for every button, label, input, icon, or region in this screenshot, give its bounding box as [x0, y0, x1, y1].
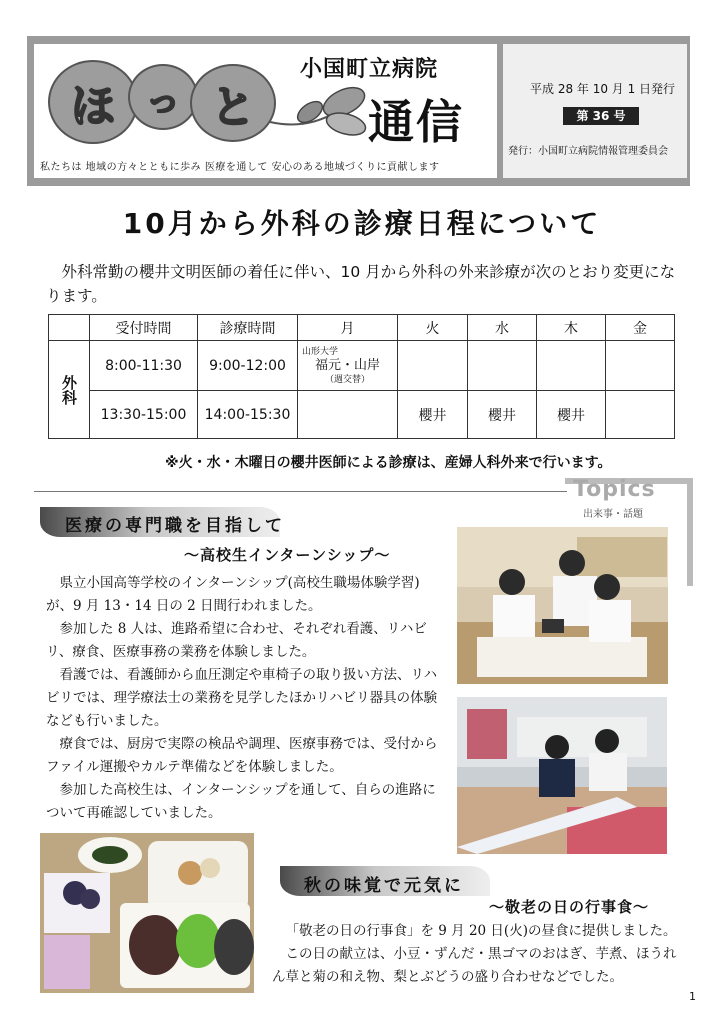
- publisher: 発行：小国町立病院情報管理委員会: [508, 146, 668, 157]
- tuesday-cell: 櫻井: [398, 391, 468, 439]
- internship-nursing-photo: [457, 527, 668, 684]
- paragraph: 看護では、看護師から血圧測定や車椅子の取り扱い方法、リハビリでは、理学療法士の業務を見学したほかリハビリ器具の体験なども行いました。: [46, 667, 438, 729]
- section-body: [46, 572, 446, 825]
- tagline: 私たちは 地域の方々とともに歩み 医療を通して 安心のある地域づくりに貢献します: [40, 162, 440, 173]
- logo-bubble-1: [48, 60, 138, 144]
- section-subtitle: ～高校生インターンシップ～: [184, 546, 391, 564]
- respect-for-aged-meal-photo: [40, 833, 254, 993]
- table-header-cell: 木: [537, 315, 606, 341]
- monday-doctors: 福元・山岸: [314, 357, 380, 373]
- section-body: [272, 920, 682, 989]
- table-header-cell: 月: [298, 315, 398, 341]
- hospital-name: 小国町立病院: [300, 57, 439, 82]
- table-row: [49, 341, 675, 391]
- topics-subtitle: 出来事・話題: [583, 509, 643, 520]
- divider: [34, 491, 567, 492]
- schedule-note: ※火・水・木曜日の櫻井医師による診療は、産婦人科外来で行います。: [165, 455, 612, 471]
- consult-time: 14:00-15:30: [198, 391, 298, 439]
- paragraph: 県立小国高等学校のインターンシップ(高校生職場体験学習)が、9 月 13・14 日の 2 日間行われました。: [46, 575, 420, 614]
- tuesday-cell: [398, 341, 468, 391]
- page-number: 1: [689, 990, 696, 1003]
- issue-date: 平成 28 年 10 月 1 日発行: [530, 82, 676, 96]
- schedule-table: [48, 314, 675, 439]
- table-header-cell: 水: [468, 315, 537, 341]
- monday-note-top: 山形大学: [302, 346, 339, 357]
- paragraph: 参加した 8 人は、進路希望に合わせ、それぞれ看護、リハビリ、療食、医療事務の業務を体験しました。: [46, 621, 427, 660]
- newsletter-title: 通信: [368, 95, 464, 149]
- friday-cell: [606, 341, 675, 391]
- reception-time: 8:00-11:30: [90, 341, 198, 391]
- section-title: 医療の専門職を目指して: [65, 516, 285, 536]
- internship-rehab-photo: [457, 697, 667, 854]
- table-header-cell: 金: [606, 315, 675, 341]
- intro-text: 外科常勤の櫻井文明医師の着任に伴い、10 月から外科の外来診療が次のとおり変更になります。: [46, 263, 676, 305]
- logo-bubble-3: [190, 64, 276, 142]
- table-header-cell: 診療時間: [198, 315, 298, 341]
- section-subtitle: ～敬老の日の行事食～: [489, 898, 650, 916]
- wednesday-cell: 櫻井: [468, 391, 537, 439]
- logo-char: ほ: [71, 81, 115, 132]
- table-row: [49, 391, 675, 439]
- table-header-cell: 火: [398, 315, 468, 341]
- headline: 10月から外科の診療日程について: [122, 207, 602, 240]
- logo-bubble-2: [128, 64, 198, 130]
- monday-note-bottom: （週交替）: [324, 374, 370, 385]
- thursday-cell: [537, 341, 606, 391]
- monday-cell: [298, 341, 398, 391]
- section-title: 秋の味覚で元気に: [304, 876, 464, 896]
- logo-char: っ: [146, 80, 180, 121]
- department-cell: 外科: [49, 341, 90, 439]
- table-header-cell: [49, 315, 90, 341]
- paragraph: 参加した高校生は、インターンシップを通して、自らの進路について再確認していました。: [46, 782, 436, 821]
- consult-time: 9:00-12:00: [198, 341, 298, 391]
- paragraph: 療食では、厨房で実際の検品や調理、医療事務では、受付からファイル運搬やカルテ準備などを体験しました。: [46, 736, 438, 775]
- table-header-cell: 受付時間: [90, 315, 198, 341]
- leaf-icon: [266, 82, 370, 140]
- thursday-cell: 櫻井: [537, 391, 606, 439]
- table-header-row: [49, 315, 675, 341]
- friday-cell: [606, 391, 675, 439]
- wednesday-cell: [468, 341, 537, 391]
- reception-time: 13:30-15:00: [90, 391, 198, 439]
- logo-char: と: [211, 82, 255, 133]
- paragraph: この日の献立は、小豆・ずんだ・黒ゴマのおはぎ、芋煮、ほうれん草と菊の和え物、梨とぶどうの盛り合わせなどでした。: [272, 946, 677, 985]
- monday-cell: [298, 391, 398, 439]
- topics-title: Topics: [573, 477, 656, 502]
- issue-number-badge: 第 36 号: [563, 107, 639, 125]
- paragraph: 「敬老の日の行事食」を 9 月 20 日(火)の昼食に提供しました。: [285, 923, 677, 939]
